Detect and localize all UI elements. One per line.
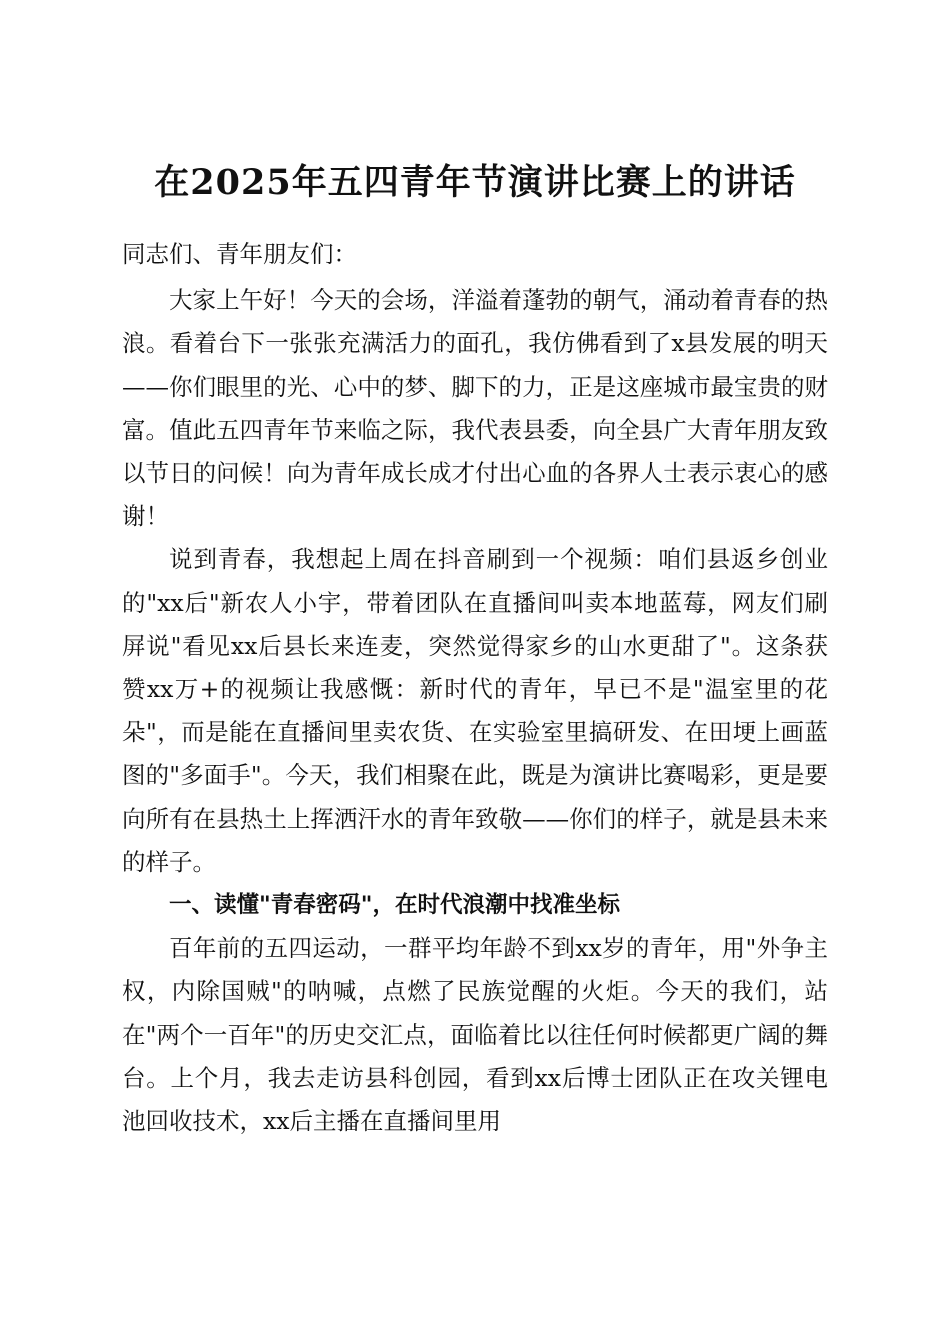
body-paragraph-2: 说到青春，我想起上周在抖音刷到一个视频：咱们县返乡创业的"xx后"新农人小宇，带着团队在直播间叫卖本地蓝莓，网友们刷屏说"看见xx后县长来连麦，突然觉得家乡的山水更甜了"。这条获赞xx万+的视频让我感慨：新时代的青年，早已不是"温室里的花朵"，而是能在直播间里卖农货、在实验室里搞研发、在田埂上画蓝图的"多面手"。今天，我们相聚在此，既是为演讲比赛喝彩，更是要向所有在县热土上挥洒汗水的青年致敬——你们的样子，就是县未来的样子。 [122,545,828,876]
section-paragraph-1: 百年前的五四运动，一群平均年龄不到xx岁的青年，用"外争主权，内除国贼"的呐喊，点燃了民族觉醒的火炬。今天的我们，站在"两个一百年"的历史交汇点，面临着比以往任何时候都更广阔的舞台。上个月，我去走访县科创园，看到xx后博士团队正在攻关锂电池回收技术，xx后主播在直播间里用 [122,934,828,1136]
body-paragraph-1: 大家上午好！今天的会场，洋溢着蓬勃的朝气，涌动着青春的热浪。看着台下一张张充满活力的面孔，我仿佛看到了x县发展的明天——你们眼里的光、心中的梦、脚下的力，正是这座城市最宝贵的财富。值此五四青年节来临之际，我代表县委，向全县广大青年朋友致以节日的问候！向为青年成长成才付出心血的各界人士表示衷心的感谢！ [122,286,828,531]
salutation: 同志们、青年朋友们： [122,240,357,268]
document-title: 在2025年五四青年节演讲比赛上的讲话 [154,162,796,204]
document-body [122,233,828,1143]
section-heading: 一、读懂"青春密码"，在时代浪潮中找准坐标 [169,892,620,919]
